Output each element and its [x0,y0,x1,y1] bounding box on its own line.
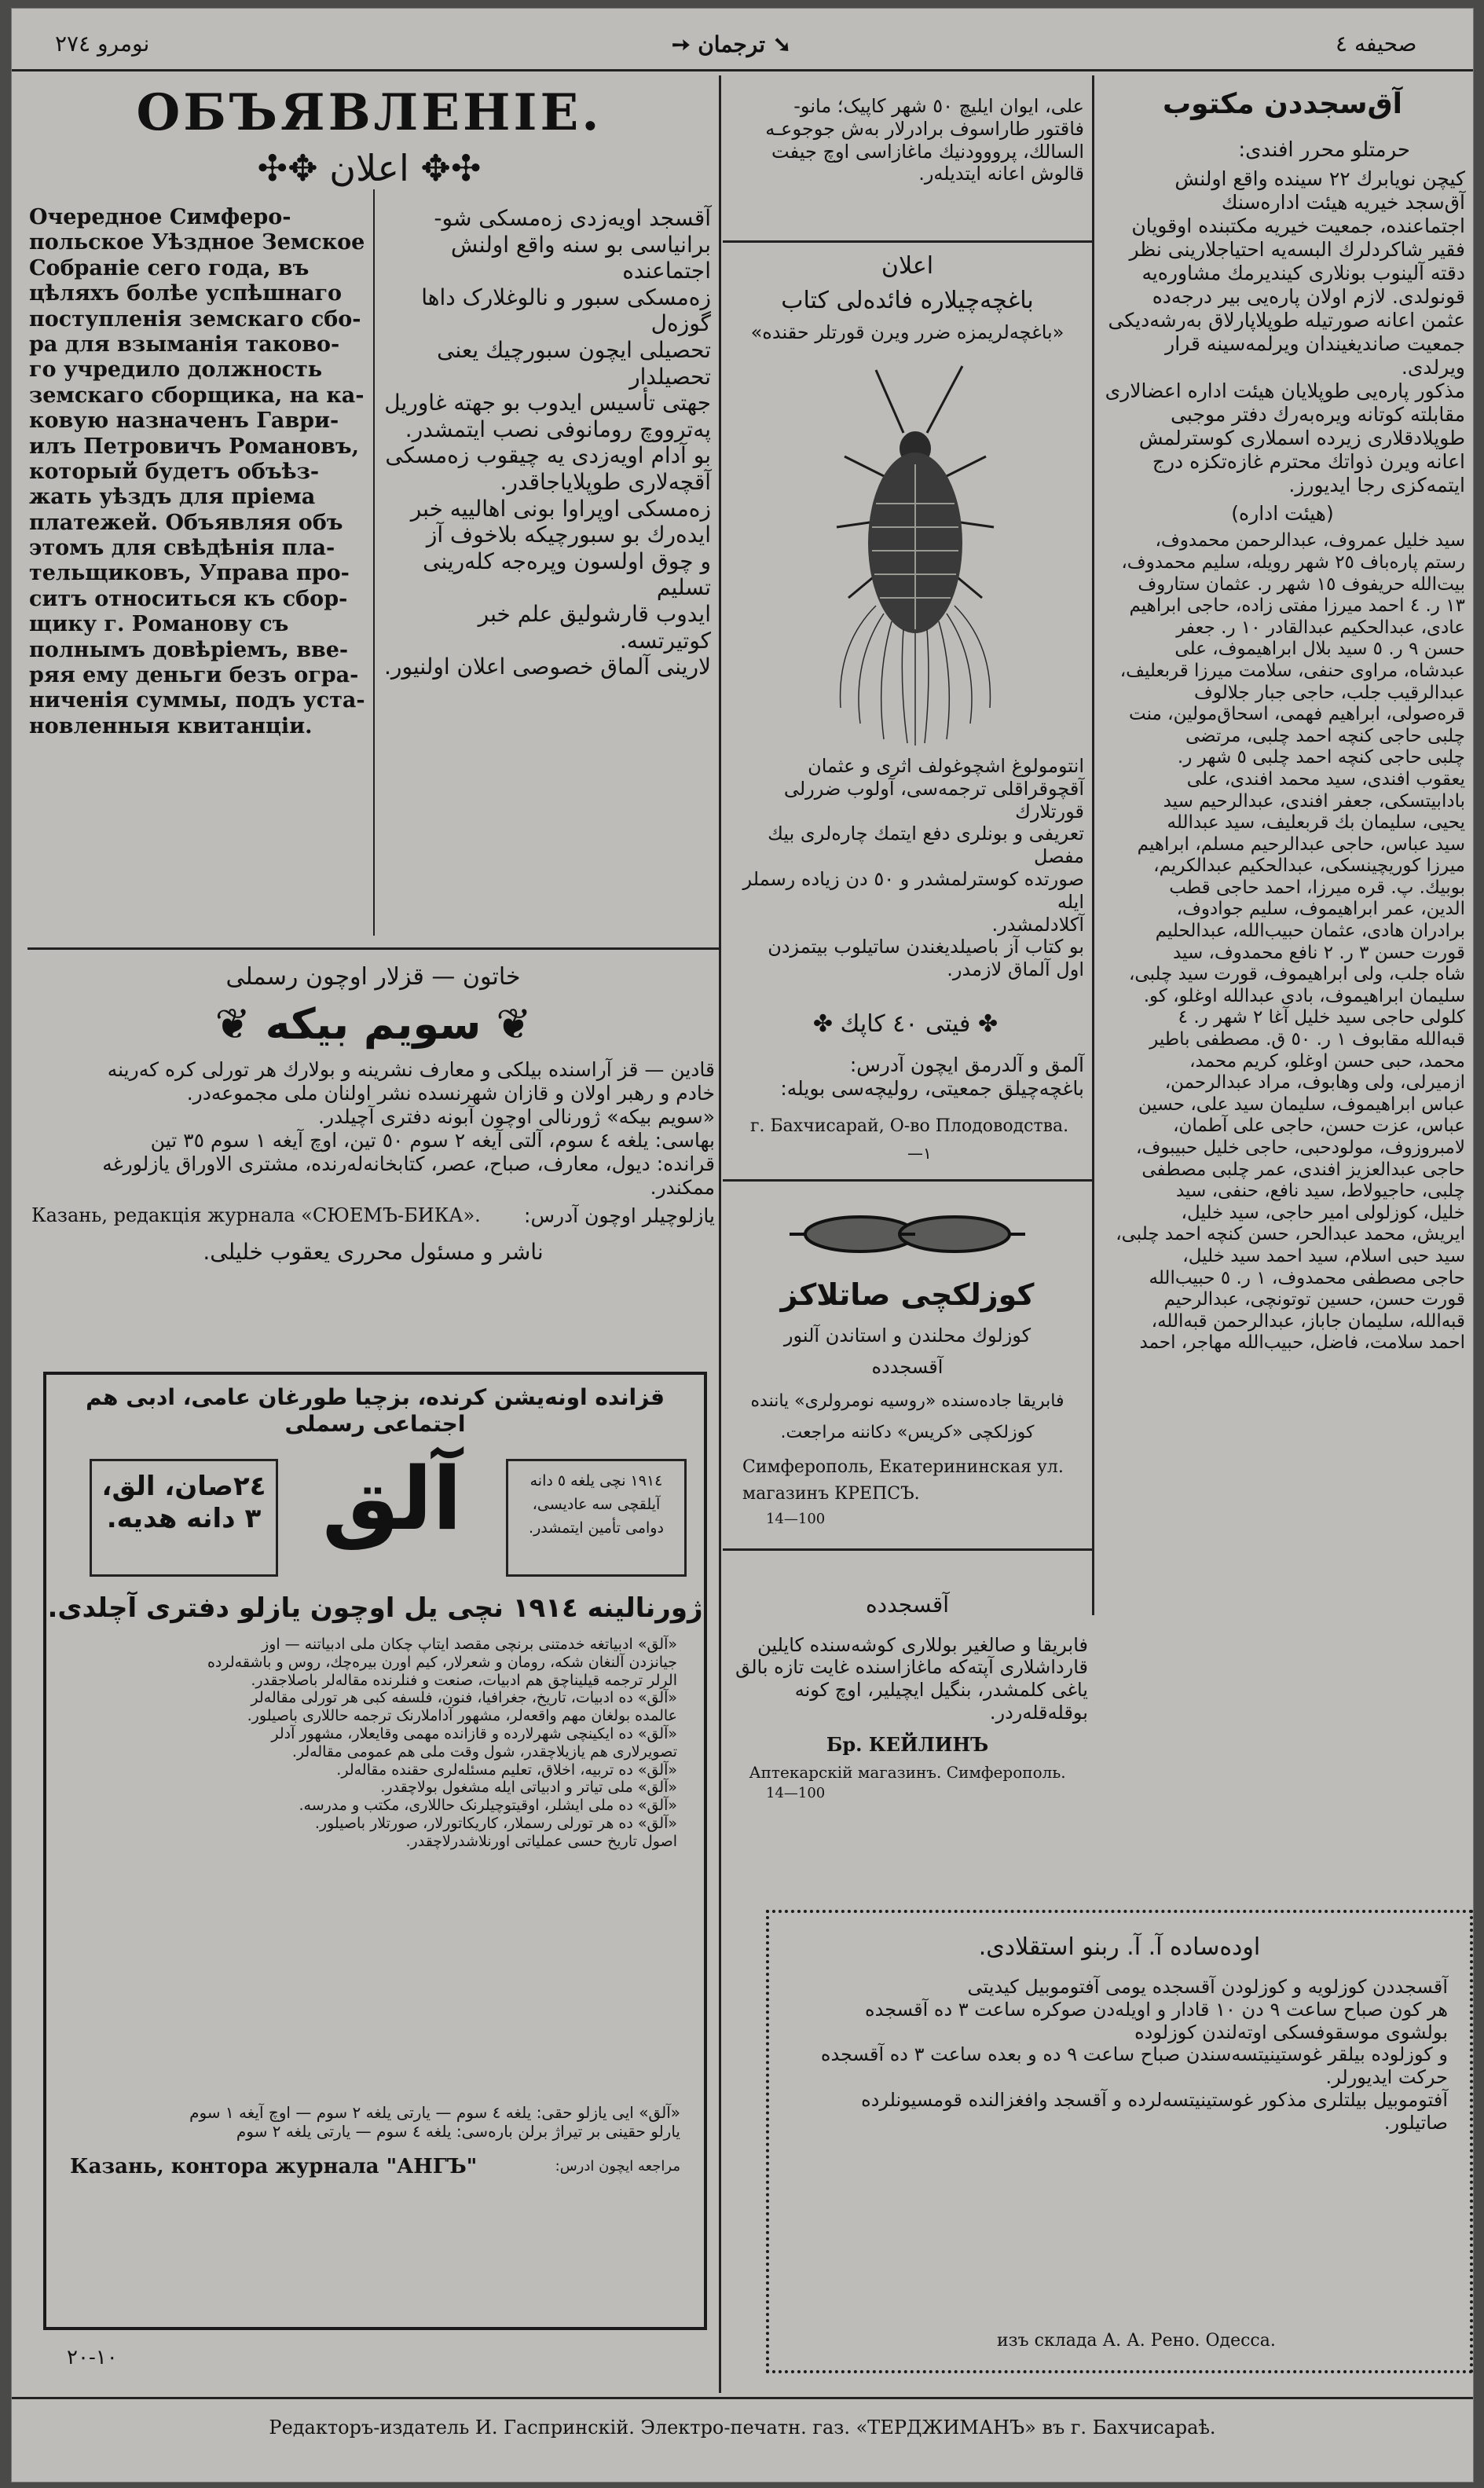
letter-column [1100,87,1465,1611]
text-line: تصویرلاری هم یازیلاچقدر، شول وقت ملی هم عمومی مقالەلر. [291,1742,677,1761]
ang-body [70,1636,677,2103]
paper-title: ➙ ترجمان ➘ [672,31,792,57]
letter-body [1100,167,1465,497]
text-line: ковую назначенъ Гаври- [29,409,339,434]
text-line: ١٣ ر. ٤ احمد میرزا مفتی زاده، حاجی ابراهیم [1129,595,1465,617]
text-line: برادران هادی، عثمان حبیب‌الله، عبدالحلیم [1155,921,1465,942]
ang-top-line: قزانده اونەیشن کرنده، بزچیا طورغان عامی، ادبی هم اجتماعی رسملی [86,1384,665,1437]
text-line: ра для взыманія таково- [29,332,340,357]
pharmacy-body [727,1634,1088,1724]
text-line: آقچەلاری طوپلایاجاقدر. [500,468,711,495]
ang-prices [70,2103,680,2141]
text-line: خادم و رهبر اولان و قازان شهرنسده نشر اولنان ملی مجموعەدر. [186,1081,715,1105]
text-line: новленныя квитанціи. [29,713,313,738]
text-line: بیت‌الله حریفوف ١٥ شهر ر. عثمان ستاروف [1138,573,1465,595]
text-line: پەترووچ رومانوفی نصب ایتمشدر. [405,416,711,442]
announcement-heading-ar: ✣✥ اعلان ✥✣ [257,146,482,189]
text-line: انتومولوغ اشچوغولف اثری و عثمان [808,755,1084,777]
text-line: «آلق» ده تربیه، اخلاق، تعلیم مسئلەلری حقنده مقالەلر. [336,1761,677,1779]
syuem-bike-ad [31,963,715,1309]
column-rule [719,75,721,2393]
text-line: جهتی تأسیس ایدوب بو جهته غاوریل [384,390,711,416]
text-line: و کوزلوده بیلقر غوستینیتسه‌سندن صباح ساعت ٩ ده و بعده ساعت ٣ ده آقسجده [820,2043,1448,2066]
spectacles-num: 14—100 [766,1511,826,1527]
text-line: چلبی حاجی کنچه احمد چلبی، مرتضی [1185,725,1465,746]
text-line: ایریش، محمد عبدالحر، حسن کنچه احمد چلبی، [1116,1224,1465,1245]
text-line: который будетъ объѣз- [29,459,320,484]
text-line: земскаго сборщика, на ка- [29,383,365,408]
text-line: و چوق اولسون وپرەجه کلەرینی تسلیم [423,548,711,601]
text-line: عبدشاه، مراوی حنفی، سلامت میرزا قربعلیف، [1119,660,1465,681]
ang-left-badge: ٢٤صان، الق، ٣ دانه هدیه. [90,1459,278,1577]
text-line: احمد سلامت، فاضل، حبیب‌الله مهاجر، احمد [1139,1332,1465,1354]
ang-logo: آلق [321,1449,463,1550]
text-line: کیچن نویابرك ٢٢ سینده واقع اولنش [1174,167,1465,191]
paper-title-text: ترجمان [698,31,766,57]
text-line: польское Уѣздное Земское [29,230,365,255]
text-line: چلبی، حاجیولاط، سید نافع، حنفی، سید [1175,1181,1465,1202]
ang-right-box: ١٩١٤ نچی یلغه ٥ دانه آیلقچی سه عادیسی، دوامی تأمین ایتمشدر. [506,1459,687,1577]
text-line: اول آلماق لازمدر. [947,958,1084,981]
beetle-illustration [829,362,1002,747]
text-line: قارداشلاری آپتەکه ماغازاسنده غایت تازه بالق [735,1656,1088,1679]
text-line: بوبیك. پ. قره میرزا، احمد حاجی قطب [1169,877,1465,898]
announcement-header [27,83,711,193]
book-ad [727,252,1088,1183]
text-line: عباس ابراهیموف، سلیمان سید علی، حسین [1138,1094,1465,1115]
text-line: آقچوقراقلی ترجمه‌سی، آولوب ضررلی قورتلارك [783,777,1084,823]
text-line: شاه جلب، ولی ابراهیموف، قورت سید چلبی، [1129,964,1465,985]
text-line: یحیی، سلیمان بك قربعلیف، سید عبدالله [1167,812,1465,834]
page-header [12,9,1473,71]
section-rule [723,1179,1092,1182]
spectacles-icon [790,1203,1025,1266]
text-line: ازمیرلی، ولی وهابوف، مراد عبدالرحمن، [1164,1072,1465,1094]
auto-body [791,1976,1448,2134]
text-line: щику г. Романову съ [29,612,289,637]
text-line: چلبی حاجی کنچه احمد چلبی ٥ شهر ر. [1177,747,1465,768]
text-line: عبدالرقیب جلب، حاجی جبار جلالوف [1194,682,1465,703]
text-line: آق‌سجد خیریه هیئت ادارەسنك [1221,191,1465,214]
text-line: حاجی مصطفی محمدوف، ١ ر. ٥ حبیب‌الله [1149,1267,1465,1288]
pharmacy-num: 14—100 [766,1784,826,1801]
donor-list [1100,530,1465,1354]
auto-title: اوده‌سادە آ. آ. ربنو استقلادی. [978,1933,1261,1961]
text-line: دقته آلینوب بونلاری کیندیرمك مشاوره‌یه [1141,262,1465,285]
spectacles-line: کوزلکچی «کریس» دکاننه مراجعت. [780,1423,1035,1442]
pharmacy-title: آقسجدده [865,1592,950,1618]
text-line: السالك، پرووودنیك ماغازاسی اوچ جیفت [771,140,1084,163]
ang-subtitle: ژورنالینه ١٩١٤ نچی یل اوچون یازلو دفتری آچلدی. [47,1592,703,1625]
text-line: «آلق» ده ایکینچی شهرلارده و قازانده مهمی وقایعلار، مشهور آدلر [271,1724,677,1742]
text-line: آفتوموبیل بیلتلری مذکور غوستینیتسه‌لرده و آقسجد وافغزالنده قومسیونلرده [861,2088,1448,2111]
text-line: قرەصولی، ابراهیم فهمی، اسحاق‌مولین، منت [1128,704,1465,725]
spectacles-ad [727,1187,1088,1541]
book-ad-subtitle: باغچەچیلاره فائدەلی کتاب [781,287,1034,314]
text-line: платежей. Объявляя объ [29,510,343,535]
book-order-line: آلمق و آلدرمق ایچون آدرس: [849,1053,1084,1076]
text-line: سید حبی اسلام، سید احمد سید خلیل، [1182,1245,1465,1266]
text-line: عالمده بولغان مهم واقعه‌لر، مشهور آداملارنک ترجمه حاللاری باصیلور. [247,1707,677,1725]
text-line: صاتیلور. [1383,2111,1448,2134]
text-line: بو کتاب آز باصیلدیغندن ساتیلوب بیتمزدن [768,936,1084,958]
text-line: یاغی کلمشدر، بنگیل ایچیلیر، اوچ کونه [794,1679,1088,1702]
letter-signature: (هیئت اداره) [1231,502,1334,526]
text-line: قونولدی. لازم اولان پاره‌یی بیر درجه‌ده [1152,285,1465,309]
pharmacy-name: Бр. КЕЙЛИНЪ [826,1732,989,1756]
text-line: عثمن اعانه صورتیله طوپلاپارلاق بەرشەدیکی [1108,309,1465,332]
text-line: «آلق» ادبیاتغه خدمتنی برنچی مقصد ایتاپ چکان ملی ادبیاتنه — اوز [262,1635,677,1653]
section-rule [27,947,719,950]
ang-footnote: ١٠-٢٠ [67,2346,118,2369]
text-line: تعریفی و بونلری دفع ایتمك چارەلری بیك مفصل [768,823,1084,868]
text-line: محمد، حبی حسن اوغلو، کریم محمد، [1189,1050,1465,1072]
text-line: قادین — قز آراسنده بیلکی و معارف نشرینه و بولارك هر تورلی کره کەرینه [107,1057,715,1081]
text-line: فقیر شاکردلرك البسه‌یه احتیاجلارینی نظر [1129,238,1465,262]
newspaper-page [11,8,1474,2483]
text-line: عباس، عزت حسن، حاجی علی آطمان، [1173,1116,1465,1137]
text-line: فاقتور طاراسوف برادرلار بەش جوجوعـه [765,117,1084,140]
text-line: قرانده: دیول، معارف، صباح، عصر، کتابخانەلەرنده، مشتری الاوراق یازلورغه ممکندر. [102,1152,715,1199]
syuem-body [31,1058,715,1200]
text-line: «آلق» ده هر تورلی رسملار، کاریکاتورلار، صورتلار باصیلور. [314,1814,677,1832]
text-line: قورت حسن ٣ ر. ٢ نافع محمدوف، سید [1172,942,1465,963]
section-rule [723,1548,1092,1551]
syuem-title: ❦ سویم بیکه ❦ [214,999,532,1049]
text-line: خلیل، کوزلولی امیر حاجی، سید خلیل، [1181,1202,1465,1223]
text-line: жать уѣздъ для пріема [29,485,316,510]
syuem-address-ru: Казань, редакція журнала «СЮЕМЪ-БИКА». [31,1204,481,1226]
letter-title: آق‌سجددن مکتوب [1162,88,1403,120]
text-line: Очередное Симферо- [29,205,291,229]
text-line: этомъ для свѣдѣнія пла- [29,536,335,561]
text-line: میرزا کوریچینسکی، عبدالحکیم عبدالکریم، [1153,856,1465,877]
footer-rule [12,2397,1473,2399]
text-line: ایتمه‌کزی رجا ایدیورز. [1288,474,1465,497]
spectacles-title: کوزلکچی صاتلاکز [780,1277,1035,1312]
text-line: «آلق» ده ادبیات، تاریخ، جغرافیا، فنون، فلسفه کبی هر تورلی مقالەلر [251,1689,677,1707]
book-ad-title: اعلان [881,252,934,280]
text-line: سلیمان ابراهیموف، بادی عبدالله اوغلو، کو. [1143,985,1465,1006]
text-line: بوقلەقلەردر. [989,1701,1088,1724]
text-line: برانیاسی بو سنه واقع اولنش اجتماعنده [451,231,711,284]
text-line: کلولی حاجی سید خلیل آغا ٢ شهر ر. ٤ [1178,1007,1465,1028]
text-line: هر کون صباح ساعت ٩ دن ١٠ قادار و اویله‌دن صوکره ساعت ٣ ده آقسجده [865,1998,1448,2021]
announcement-heading: ОБЪЯВЛЕНІЕ. [136,83,603,142]
text-line: مذکور پاره‌یی طوپلایان هیئت اداره اعضالاری [1105,379,1465,403]
text-line: یعقوب افندی، سید محمد افندی، علی [1186,768,1465,790]
text-line: ایدەرك بو سبورچیکه بلاخوف آز [426,522,711,548]
syuem-address-label: یازلوچیلر اوچون آدرس: [524,1204,715,1227]
donation-tail [727,95,1084,236]
text-line: اجتماعنده، جمعیت خیریه مکتبنده اوقویان [1131,214,1465,238]
text-line: علی، ایوان ایلیچ ٥٠ شهر کاپیک؛ مانو- [793,95,1084,117]
text-line: «آلق» ده ملی ایشلر، اوقیتوچیلرنک حاللاری، مکتب و مدرسه. [299,1797,677,1815]
text-line: «سویم بیکه» ژورنالی اوچون آبونه دفتری آچیلدر. [318,1105,715,1128]
spectacles-ru: Симферополь, Екатерининская ул. магазинъ КРЕПСЪ. [742,1457,1064,1504]
text-line: цѣляхъ болѣе успѣшнаго [29,281,343,306]
text-line: اعانه ویرن ذواتك محترم غازه‌تکزه درج [1152,450,1465,474]
text-line: حاجی عبدالعزیز افندی، عمر چلبی مصطفی [1141,1159,1465,1180]
text-line: رستم پاره‌باف ٢٥ شهر رویله، سلیم محمدوف، [1121,551,1465,573]
text-line: حسن ٩ ر. ٥ سید بلال ابراهیموف، علی [1174,639,1465,660]
issue-number: نومرو ٢٧٤ [55,31,150,57]
pharmacy-addr: Аптекарскій магазинъ. Симферополь. [749,1762,1066,1782]
text-line: بادابیتسکی، جعفر افندی، عبدالرحیم سید [1163,790,1465,812]
text-line: حرکت ایدیورلر. [1325,2066,1448,2089]
text-line: عادی، عبدالحکیم عبدالقادر ١٠ ر. جعفر [1176,617,1465,638]
text-line: فابریقا و صالغیر بوللاری کوشه‌سنده کایلین [757,1633,1088,1656]
text-line: ряя ему деньги безъ огра- [29,663,359,688]
auto-ru: изъ склада А. А. Рено. Одесса. [997,2330,1276,2351]
automobile-ad [766,1910,1473,2373]
spectacles-line: فابریقا جاده‌سنده «روسیه نومرولری» یاننده [750,1391,1064,1411]
ang-contact-label: مراجعه ایچون ادرس: [555,2157,680,2175]
book-ad-desc: «باغچەلریمزه ضرر ویرن قورتلر حقنده» [750,321,1064,343]
spectacles-line: آقسجدده [871,1356,944,1378]
text-line: بولشوی موسقوفسکی اوته‌لندن کوزلوده [1134,2021,1448,2043]
text-line: اصول تاریخ حسی عملیاتی اورنلاشدرلاچقدر. [405,1832,677,1850]
ang-contact-ru: Казань, контора журнала "АНГЪ" [70,2154,478,2178]
ar-announcement-text [381,205,711,680]
pharmacy-ad [727,1560,1088,1906]
text-line: ایدوب قارشولیق علم خبر کوتیرتسه. [478,600,711,654]
ru-announcement-text [29,205,375,944]
book-order [727,1053,1084,1101]
text-line: جمعیت صاندیغیندان ویرلمه‌سینه قرار ویرلدی. [1165,332,1465,379]
text-line: го учредило должность [29,357,323,383]
spectacles-line: کوزلوك محلندن و استاندن آلنور [783,1325,1031,1347]
text-line: «آلق» ملی تیاتر و ادبیاتی ایلە مشغول بولاچقدر. [380,1779,677,1797]
text-line: поступленія земскаго сбо- [29,306,361,332]
text-line: زەمسکی سبور و نالوغلارک داها گوزەل [421,284,711,337]
text-line: илъ Петровичъ Романовъ, [29,434,360,459]
text-line: ниченія суммы, подъ уста- [29,688,365,713]
text-line: لارینی آلماق خصوصی اعلان اولنیور. [384,654,711,680]
book-ad-body [727,755,1084,981]
letter-greeting: حرمتلو محرر افندی: [1238,138,1410,163]
syuem-publisher: ناشر و مسئول محرری یعقوب خلیلی. [203,1238,544,1265]
section-rule [723,240,1092,243]
ang-contact [70,2149,680,2188]
text-line: тельщиковъ, Управа про- [29,561,350,586]
text-line: بو آدام اویەزدی یه چیقوب زەمسکی [385,442,711,469]
text-line: طوپلادقلاری زیرده اسملاری کوسترلمش [1138,427,1465,450]
text-line: آکلادلمشدر. [991,913,1084,936]
text-line: قبه‌الله مقابوف ١ ر. ٥٠ ق. مصطفی باطیر [1149,1029,1465,1050]
text-line: полнымъ довѣріемъ, вве- [29,637,349,662]
ang-logo-row [46,1443,704,1592]
text-line: آقسجددن کوزلویه و کوزلودن آقسجده یومی آفتوموبیل کیدیتی [967,1976,1448,1998]
syuem-address [31,1200,715,1231]
text-line: قورت حسن، حسین توتونچی، عبدالرحیم [1163,1289,1465,1310]
text-line: الرلر ترجمه قیلیناچق هم ادبیات، صنعت و فنلرنده مقالەلر باصلاجقدر. [251,1671,677,1689]
syuem-subtitle: خاتون — قزلار اوچون رسملی [225,963,521,991]
ang-ad-box [43,1372,707,2330]
text-line: قبه‌الله، سلیمان جاباز، عبدالرحمن قبه‌الله، [1151,1310,1465,1332]
book-order-line: باغچەچیلق جمعیتی، رولیچەسی بویله: [780,1077,1084,1100]
text-line: لامبروزوف، مولودحبی، حاجی خلیل حبیبوف، [1136,1138,1465,1158]
text-line: جیانزدن آلنغان شکه، رومان و شعرلار، کیم اورن بیره‌چك، روس و باشقه‌لرده [207,1653,677,1671]
text-line: بهاسی: یلغه ٤ سوم، آلتی آیغه ٢ سوم ٥٠ تین، اوچ آیغه ١ سوم ٣٥ تین [150,1128,715,1152]
text-line: تحصیلی ایچون سبورچیك یعنی تحصیلدار [437,336,711,390]
text-line: قالوش اعانه ایتدیلەر. [918,163,1084,185]
page-number: صحیفه ٤ [1336,31,1417,57]
text-line: صورتده کوسترلمشدر و ٥٠ دن زیاده رسملر ایله [742,867,1084,913]
book-order-ru: г. Бахчисарай, О-во Плодоводства. [750,1116,1069,1136]
text-line: مقابلته کوتانه ویره‌بەرك دفتر موجبی [1171,403,1465,427]
ang-price-line: یارلو حقینی بر تیراژ برلن باره‌سی: یلغه ٤ سوم — یارتی یلغه ٢ سوم [236,2121,680,2141]
text-line: آقسجد اویەزدی زەمسکی شو- [434,205,711,231]
text-line: سید عباس، حاجی عبدالرحیم مسلم، ابراهیم [1137,834,1465,855]
footer-imprint: Редакторъ-издатель И. Гаспринскій. Электро-печатн. газ. «ТЕРДЖИМАНЪ» въ г. Бахчисараѣ. [269,2417,1216,2439]
text-line: ситъ относиться къ сбор- [29,586,348,611]
text-line: زەمسکی اوپراوا بونی اهالییه خبر [410,495,711,522]
text-line: Собраніе сего года, въ [29,255,310,280]
column-rule [1092,75,1094,1615]
text-line: سید خلیل عمروف، عبدالرحمن محمدوف، [1155,530,1465,551]
book-price: ✤ فیتی ٤٠ کاپك ✤ [812,1010,998,1038]
ang-price-line: «آلق» ایی یازلو حقی: یلغه ٤ سوم — یارتی یلغه ٢ سوم — اوچ آیغه ١ سوم [189,2102,680,2122]
text-line: الدین، عمر ابراهیموف، سلیم جوادوف، [1176,899,1465,920]
book-order-num: ١— [907,1144,932,1163]
